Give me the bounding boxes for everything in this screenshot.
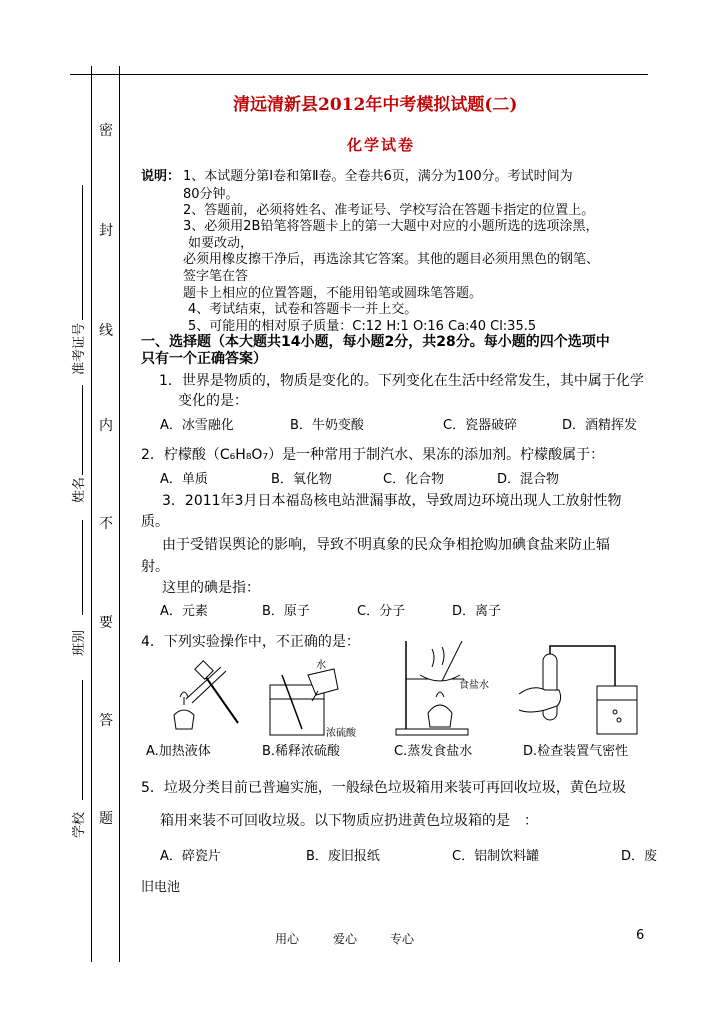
q5-option-d-cont: 旧电池	[141, 880, 181, 895]
notes-line-1: 1、本试题分第Ⅰ卷和第Ⅱ卷。全卷共6页，满分为100分。考试时间为	[183, 169, 573, 184]
figure-a-caption: A.加热液体	[146, 744, 211, 759]
q4-stem: 4．下列实验操作中，不正确的是：	[141, 634, 360, 650]
notes-label: 说明：	[141, 169, 181, 184]
notes-line-2: 2、答题前，必须将姓名、准考证号、学校写洽在答题卡指定的位置上。	[183, 203, 595, 218]
notes-line-5: 5、可能用的相对原子质量：C:12 H:1 O:16 Ca:40 Cl:35.5	[188, 319, 537, 334]
q5-stem-2: 箱用来装不可回收垃圾。以下物质应扔进黄色垃圾箱的是 ：	[160, 813, 538, 829]
q1-option-c: C．瓷器破碎	[443, 418, 518, 433]
exam-title: 清远清新县2012年中考模拟试题(二)	[233, 95, 518, 115]
q3-option-c: C．分子	[357, 604, 406, 619]
margin-line-inner	[119, 66, 120, 962]
q2-option-a: A．单质	[160, 472, 208, 487]
notes-line-3d: 签字笔在答	[183, 269, 249, 284]
q3-stem-3: 由于受错误舆论的影响，导致不明真象的民众争相抢购加碘食盐来防止辐	[162, 537, 610, 553]
footer-word-1: 用心	[275, 932, 300, 946]
section1-heading: 一、选择题（本大题共14小题，每小题2分，共28分。每小题的四个选项中	[141, 334, 610, 350]
label-salt-water: 食盐水	[459, 680, 489, 691]
q5-stem: 5．垃圾分类目前已普遍实施，一般绿色垃圾箱用来装可再回收垃圾，黄色垃圾	[141, 780, 626, 796]
seal-char-8: 题	[99, 811, 113, 827]
q3-stem-4: 射。	[141, 559, 169, 575]
q2-option-b: B．氧化物	[271, 472, 332, 487]
field-exam-number: 准考证号	[72, 322, 87, 375]
label-acid: 浓硫酸	[326, 728, 356, 739]
field-exam-number-line	[82, 185, 83, 320]
seal-char-7: 答	[99, 713, 113, 729]
q1-stem-2: 变化的是：	[178, 393, 248, 409]
q5-option-d: D．废	[621, 849, 658, 864]
q3-option-d: D．离子	[452, 604, 502, 619]
q2-option-c: C．化合物	[383, 472, 445, 487]
figure-heating-liquid	[146, 655, 246, 737]
margin-line-outer	[91, 66, 92, 962]
field-name: 姓名	[72, 476, 87, 503]
seal-char-1: 密	[99, 123, 113, 139]
label-water: 水	[316, 660, 326, 671]
field-school-line	[82, 680, 83, 800]
figure-b-caption: B.稀释浓硫酸	[262, 744, 341, 759]
page-number: 6	[636, 928, 645, 943]
seal-char-6: 要	[99, 615, 113, 631]
seal-char-4: 内	[99, 418, 113, 434]
notes-line-4: 4、考试结束，试卷和答题卡一并上交。	[188, 302, 418, 317]
q3-stem-2: 质。	[141, 514, 169, 530]
seal-char-5: 不	[99, 516, 113, 532]
field-school: 学校	[72, 811, 87, 838]
footer-word-2: 爱心	[333, 932, 358, 946]
section1-heading-2: 只有一个正确答案）	[141, 351, 267, 367]
seal-char-2: 封	[99, 223, 113, 239]
q1-option-a: A．冰雪融化	[160, 418, 234, 433]
q2-stem: 2．柠檬酸（C₆H₈O₇）是一种常用于制汽水、果冻的添加剂。柠檬酸属于：	[141, 447, 605, 463]
figure-c-caption: C.蒸发食盐水	[394, 744, 473, 759]
q5-option-a: A．碎瓷片	[160, 849, 221, 864]
q3-option-b: B．原子	[262, 604, 310, 619]
footer-word-3: 专心	[390, 932, 415, 946]
q5-option-c: C．铝制饮料罐	[452, 849, 540, 864]
q3-stem: 3．2011年3月日本福岛核电站泄漏事故，导致周边环境出现人工放射性物	[162, 493, 622, 509]
field-name-line	[82, 385, 83, 475]
top-rule	[70, 74, 648, 75]
field-class: 班别	[72, 629, 87, 656]
notes-line-3c: 必须用橡皮擦干净后，再选涂其它答案。其他的题目必须用黑色的钢笔、	[183, 252, 600, 267]
q3-stem-5: 这里的碘是指：	[162, 580, 260, 596]
q1-stem: 1．世界是物质的，物质是变化的。下列变化在生活中经常发生，其中属于化学	[159, 373, 644, 389]
figure-d-caption: D.检查装置气密性	[523, 744, 629, 759]
notes-line-1b: 80分钟。	[183, 187, 239, 202]
field-class-line	[82, 520, 83, 615]
q1-option-b: B．牛奶变酸	[290, 418, 364, 433]
figure-airtightness-check	[515, 640, 645, 738]
notes-line-3: 3、必须用2B铅笔将答题卡上的第一大题中对应的小题所选的选项涂黑，	[183, 219, 599, 234]
exam-subtitle: 化学试卷	[347, 136, 416, 154]
seal-char-3: 线	[99, 323, 113, 339]
notes-line-3b: 如要改动，	[188, 236, 254, 251]
notes-line-3e: 题卡上相应的位置答题，不能用铅笔或圆珠笔答题。	[183, 286, 483, 301]
q5-option-b: B．废旧报纸	[306, 849, 380, 864]
q1-option-d: D．酒精挥发	[562, 418, 638, 433]
q2-option-d: D．混合物	[497, 472, 560, 487]
q3-option-a: A．元素	[160, 604, 208, 619]
